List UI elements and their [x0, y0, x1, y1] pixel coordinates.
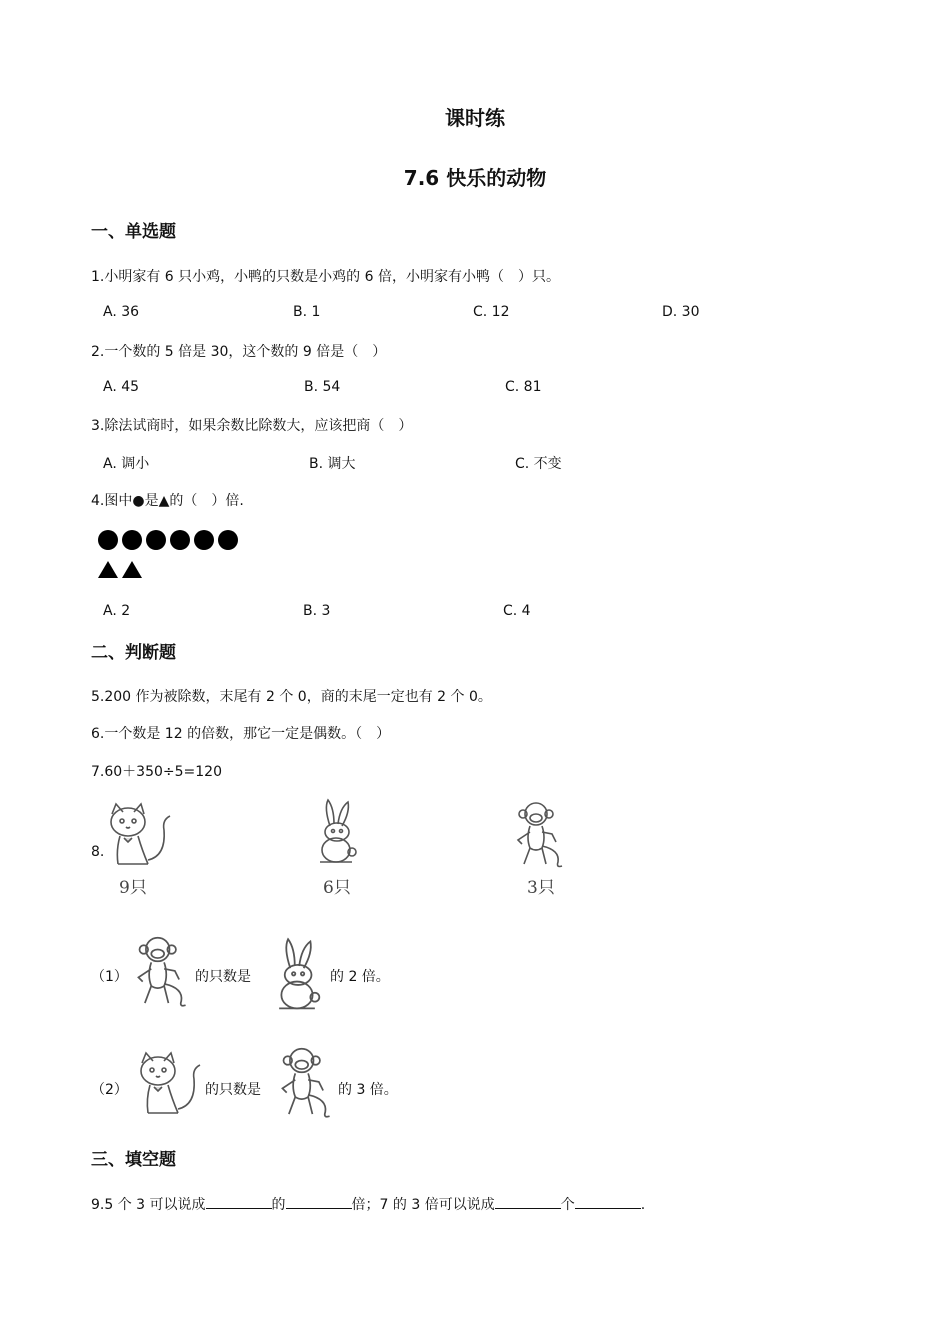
cat-icon	[134, 1048, 206, 1120]
q1-option-a[interactable]: A. 36	[103, 304, 140, 320]
q8-sub2-suffix: 的 3 倍。	[338, 1082, 398, 1098]
q4-circle	[146, 530, 166, 550]
q4-circle	[194, 530, 214, 550]
q1-option-c[interactable]: C. 12	[473, 304, 510, 320]
q9-part-4: 个	[560, 1197, 575, 1213]
q9-blank-4[interactable]	[575, 1194, 641, 1209]
rabbit-icon	[268, 930, 326, 1022]
monkey-count-caption: 3只	[527, 878, 555, 898]
q9-part-2: 的	[271, 1197, 286, 1213]
q8-sub2-middle: 的只数是	[205, 1082, 261, 1098]
q1-option-d[interactable]: D. 30	[662, 304, 700, 320]
q4-triangle	[122, 561, 142, 578]
q2-option-c[interactable]: C. 81	[505, 379, 542, 395]
question-4-text: 4.图中●是▲的（ ）倍.	[91, 493, 244, 509]
section-heading-single-choice: 一、单选题	[91, 222, 176, 242]
q8-sub1-middle: 的只数是	[195, 969, 251, 985]
monkey-icon	[132, 934, 192, 1010]
q2-option-a[interactable]: A. 45	[103, 379, 140, 395]
question-5-text: 5.200 作为被除数，末尾有 2 个 0，商的末尾一定也有 2 个 0。	[91, 689, 492, 705]
question-1-text: 1.小明家有 6 只小鸡，小鸭的只数是小鸡的 6 倍，小明家有小鸭（ ）只。	[91, 269, 560, 285]
q4-option-b[interactable]: B. 3	[303, 603, 331, 619]
page-subtitle: 7.6 快乐的动物	[403, 166, 547, 190]
monkey-icon	[276, 1044, 336, 1122]
section-heading-true-false: 二、判断题	[91, 643, 176, 663]
q8-sub1-prefix: （1）	[91, 969, 128, 985]
q3-option-b[interactable]: B. 调大	[309, 456, 356, 472]
q4-option-c[interactable]: C. 4	[503, 603, 531, 619]
q9-blank-2[interactable]	[286, 1194, 352, 1209]
q9-blank-3[interactable]	[495, 1194, 561, 1209]
question-3-text: 3.除法试商时，如果余数比除数大，应该把商（ ）	[91, 418, 413, 434]
q4-circles	[98, 530, 238, 550]
q4-triangle	[98, 561, 118, 578]
q4-circle	[98, 530, 118, 550]
q2-option-b[interactable]: B. 54	[304, 379, 341, 395]
q3-option-c[interactable]: C. 不变	[515, 456, 562, 472]
q9-part-5: .	[640, 1197, 646, 1213]
question-7-text: 7.60＋350÷5=120	[91, 764, 222, 780]
q9-part-3: 倍；7 的 3 倍可以说成	[351, 1197, 495, 1213]
q4-circle	[170, 530, 190, 550]
monkey-icon	[512, 800, 568, 870]
q8-sub2-prefix: （2）	[91, 1082, 128, 1098]
question-2-text: 2.一个数的 5 倍是 30，这个数的 9 倍是（ ）	[91, 344, 387, 360]
question-8-label: 8.	[91, 844, 105, 860]
q3-option-a[interactable]: A. 调小	[103, 456, 150, 472]
page-title: 课时练	[445, 106, 505, 130]
cat-icon	[104, 800, 176, 870]
q4-circle	[218, 530, 238, 550]
cat-count-caption: 9只	[119, 878, 147, 898]
q9-part-1: 9.5 个 3 可以说成	[91, 1197, 206, 1213]
q4-circle	[122, 530, 142, 550]
section-heading-fill-blank: 三、填空题	[91, 1150, 176, 1170]
q4-triangles	[98, 561, 142, 578]
q4-option-a[interactable]: A. 2	[103, 603, 131, 619]
q9-blank-1[interactable]	[206, 1194, 272, 1209]
q4-figure	[96, 528, 246, 583]
q8-sub1-suffix: 的 2 倍。	[330, 969, 390, 985]
question-9	[91, 1194, 645, 1214]
rabbit-icon	[310, 798, 362, 868]
rabbit-count-caption: 6只	[323, 878, 351, 898]
q1-option-b[interactable]: B. 1	[293, 304, 321, 320]
question-6-text: 6.一个数是 12 的倍数，那它一定是偶数。（ ）	[91, 726, 391, 742]
